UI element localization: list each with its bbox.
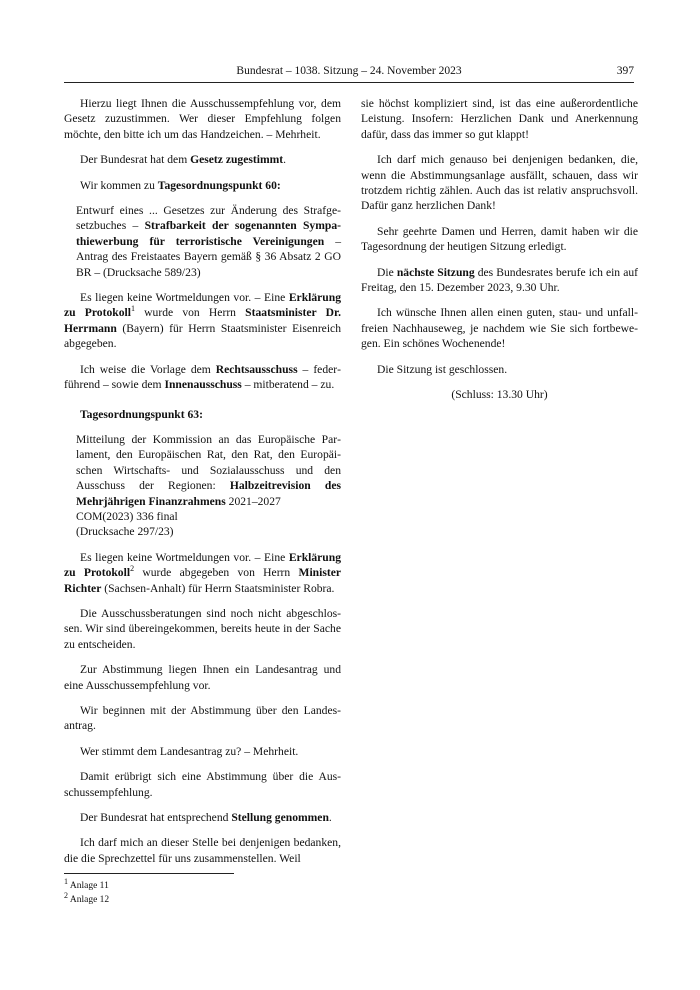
agenda-heading-63: Tagesordnungspunkt 63: [80,407,203,421]
paragraph: Die Ausschussberatungen sind noch nicht abgeschlossen. Wir sind übereingekommen, bereits heute in der Sache zu entscheiden. [64,606,341,651]
paragraph: Die nächste Sitzung des Bundesrates berufe ich ein auf Freitag, den 15. Dezember 2023, 9.30 Uhr. [361,265,638,295]
paragraph: Der Bundesrat hat entsprechend Stellung genommen. [80,811,332,825]
paragraph: Wir beginnen mit der Abstimmung über den Landesantrag. [64,704,341,733]
left-column [64,96,341,876]
paragraph: Ich wünsche Ihnen allen einen guten, stau- und unfallfreien Nachhauseweg, je nachdem wie Sie sich fortbewegen. Ein schönes Wochenende! [361,306,638,351]
footnotes [64,876,110,907]
footnote-ref: 1 [130,304,135,314]
paragraph: Ich darf mich genauso bei denjenigen bedanken, die, wenn die Abstimmungsanlage ausfällt, schauen, dass wir trotzdem richtig zählen. Auch das ist relativ anspruchsvoll. Dafür ganz herzlichen Dank! [361,153,638,213]
paragraph: Ich weise die Vorlage dem Rechtsausschuss – federführend – sowie dem Innenausschuss – mitberatend – zu. [64,362,341,392]
paragraph: Wer stimmt dem Landesantrag zu? – Mehrheit. [80,744,299,758]
header-title: Bundesrat – 1038. Sitzung – 24. November 2023 [236,65,462,77]
paragraph: Sehr geehrte Damen und Herren, damit haben wir die Tagesordnung der heutigen Sitzung erledigt. [361,224,638,254]
agenda-item-60: Entwurf eines ... Gesetzes zur Änderung des Strafgesetzbuches – Strafbarkeit der sogenannten Sympathiewerbung für terroristische Vereinigungen – Antrag des Freistaates Bayern gemäß § 36 Absatz 2 GO BR – (Drucksache 589/23) [76,204,341,279]
footnote-divider [64,873,234,874]
paragraph: Damit erübrigt sich eine Abstimmung über die Ausschussempfehlung. [64,770,341,799]
paragraph: Zur Abstimmung liegen Ihnen ein Landesantrag und eine Ausschussempfehlung vor. [64,663,341,692]
paragraph: sie höchst kompliziert sind, ist das eine außerordentliche Leistung. Insofern: Herzlichen Dank und Anerkennung dafür, dass das immer so gut klappt! [361,97,638,141]
paragraph: Der Bundesrat hat dem Gesetz zugestimmt. [80,153,287,167]
paragraph: Hierzu liegt Ihnen die Ausschussempfehlung vor, dem Gesetz zuzustimmen. Wer dieser Empfehlung folgen möchte, den bitte ich um das Handzeichen. – Mehrheit. [64,97,341,141]
page-number: 397 [616,65,634,77]
footnote-ref: 2 [130,564,135,574]
closing-time: (Schluss: 13.30 Uhr) [451,388,548,402]
paragraph: Ich darf mich an dieser Stelle bei denjenigen bedanken, die die Sprechzettel für uns zusammenstellen. Weil [64,836,341,865]
running-header [64,64,634,83]
footnote-2: $^2$ Anlage 12 [64,890,110,905]
right-column [361,96,638,413]
paragraph: Es liegen keine Wortmeldungen vor. – Eine Erklärung zu Protokoll$^2$ wurde abgegeben von Herrn Minister Richter (Sachsen-Anhalt) für Herrn Staatsminister Robra. [64,550,342,595]
footnote-1: $^1$ Anlage 11 [64,876,109,891]
paragraph: Es liegen keine Wortmeldungen vor. – Eine Erklärung zu Protokoll$^1$ wurde von Herrn Staatsminister Dr. Herrmann (Bayern) für Herrn Staatsminister Eisenreich abgegeben. [64,291,342,351]
paragraph: Wir kommen zu Tagesordnungspunkt 60: [80,178,281,192]
agenda-item-63: Mitteilung der Kommission an das Europäische Parlament, den Europäischen Rat, den Rat, den Europäischen Wirtschafts- und Sozialausschuss und den Ausschuss der Regionen: Halbzeitrevision des Mehrjährigen Finanzrahmens 2021–2027 COM(2023) 336 final (Drucksache 297/23) [76,432,341,539]
paragraph: Die Sitzung ist geschlossen. [377,362,508,376]
